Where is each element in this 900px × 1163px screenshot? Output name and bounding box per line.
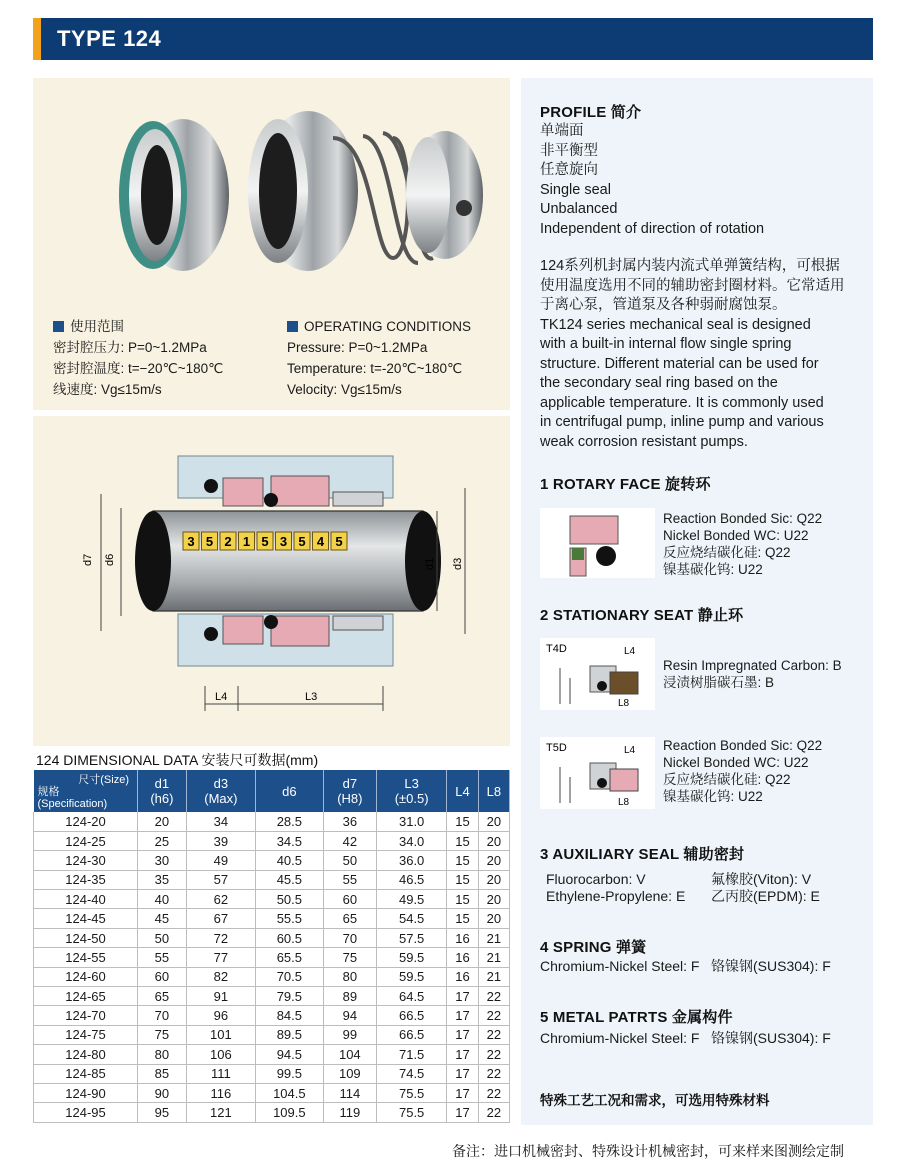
value-cell: 57 bbox=[186, 870, 255, 889]
value-cell: 60 bbox=[323, 890, 376, 909]
value-cell: 21 bbox=[478, 967, 509, 986]
value-cell: 17 bbox=[447, 1064, 478, 1083]
conditions-en-line: Pressure: P=0~1.2MPa bbox=[287, 340, 428, 355]
value-cell: 15 bbox=[447, 812, 478, 831]
column-header: d3 (Max) bbox=[186, 770, 255, 812]
table-row bbox=[34, 967, 510, 986]
table-row bbox=[34, 812, 510, 831]
value-cell: 34.0 bbox=[376, 831, 447, 850]
value-cell: 45 bbox=[138, 909, 187, 928]
value-cell: 106 bbox=[186, 1045, 255, 1064]
part-number-label: 5 bbox=[335, 534, 343, 549]
value-cell: 15 bbox=[447, 831, 478, 850]
page-title: TYPE 124 bbox=[57, 26, 162, 51]
column-header: d7 (H8) bbox=[323, 770, 376, 812]
value-cell: 49 bbox=[186, 851, 255, 870]
spec-cell: 124-30 bbox=[34, 851, 138, 870]
value-cell: 75 bbox=[138, 1025, 187, 1044]
table-row bbox=[34, 1103, 510, 1122]
conditions-cn-line: 线速度: Vg≤15m/s bbox=[53, 382, 162, 397]
dim-d3-label: d3 bbox=[452, 557, 464, 570]
value-cell: 59.5 bbox=[376, 967, 447, 986]
value-cell: 34 bbox=[186, 812, 255, 831]
t5d-l8-label: L8 bbox=[618, 797, 630, 808]
table-row bbox=[34, 987, 510, 1006]
value-cell: 30 bbox=[138, 851, 187, 870]
bullet-square-icon bbox=[53, 321, 64, 332]
material-line: 氟橡胶(Viton): V bbox=[711, 871, 812, 887]
material-line: 反应烧结碳化硅: Q22 bbox=[663, 772, 791, 787]
value-cell: 109 bbox=[323, 1064, 376, 1083]
value-cell: 65.5 bbox=[255, 948, 323, 967]
value-cell: 28.5 bbox=[255, 812, 323, 831]
value-cell: 22 bbox=[478, 1083, 509, 1102]
column-header: d6 bbox=[255, 770, 323, 812]
t5d-label: T5D bbox=[546, 742, 567, 754]
value-cell: 75 bbox=[323, 948, 376, 967]
spec-cell: 124-45 bbox=[34, 909, 138, 928]
part-number-label: 3 bbox=[187, 534, 195, 549]
spec-cell: 124-80 bbox=[34, 1045, 138, 1064]
material-line: Fluorocarbon: V bbox=[546, 871, 646, 887]
value-cell: 101 bbox=[186, 1025, 255, 1044]
t4d-materials bbox=[663, 657, 842, 691]
description-line: TK124 series mechanical seal is designed bbox=[540, 316, 811, 333]
material-line: 乙丙胶(EPDM): E bbox=[711, 888, 820, 904]
conditions-en bbox=[287, 316, 471, 400]
part-number-label: 5 bbox=[205, 534, 214, 549]
conditions-en-line: Temperature: t=-20℃~180℃ bbox=[287, 361, 463, 376]
footnote: 备注：进口机械密封、特殊设计机械密封，可来样来图测绘定制 bbox=[452, 1143, 844, 1159]
value-cell: 40.5 bbox=[255, 851, 323, 870]
value-cell: 91 bbox=[186, 987, 255, 1006]
value-cell: 20 bbox=[138, 812, 187, 831]
table-row bbox=[34, 851, 510, 870]
value-cell: 50 bbox=[138, 928, 187, 947]
cross-section-panel bbox=[33, 416, 510, 746]
profile-description bbox=[540, 257, 845, 452]
value-cell: 16 bbox=[447, 928, 478, 947]
value-cell: 17 bbox=[447, 1045, 478, 1064]
value-cell: 114 bbox=[323, 1083, 376, 1102]
spec-cell: 124-65 bbox=[34, 987, 138, 1006]
value-cell: 77 bbox=[186, 948, 255, 967]
value-cell: 17 bbox=[447, 1025, 478, 1044]
metal-parts-title: 5 METAL PATRTS 金属构件 bbox=[540, 1009, 733, 1026]
value-cell: 65 bbox=[323, 909, 376, 928]
spec-header bbox=[34, 770, 138, 812]
value-cell: 25 bbox=[138, 831, 187, 850]
value-cell: 62 bbox=[186, 890, 255, 909]
material-line: 反应烧结碳化硅: Q22 bbox=[663, 545, 791, 560]
value-cell: 96 bbox=[186, 1006, 255, 1025]
dim-d1-label: d1 bbox=[424, 557, 436, 570]
value-cell: 55 bbox=[138, 948, 187, 967]
part-number-label: 3 bbox=[279, 534, 288, 549]
table-row bbox=[34, 1025, 510, 1044]
value-cell: 94.5 bbox=[255, 1045, 323, 1064]
profile-line: 任意旋向 bbox=[540, 162, 598, 178]
value-cell: 16 bbox=[447, 967, 478, 986]
value-cell: 50 bbox=[323, 851, 376, 870]
value-cell: 111 bbox=[186, 1064, 255, 1083]
description-line: 使用温度选用不同的辅助密封圈材料。它常适用 bbox=[540, 277, 845, 294]
spec-cell: 124-40 bbox=[34, 890, 138, 909]
column-header: d1 (h6) bbox=[138, 770, 187, 812]
part-number-label: 4 bbox=[316, 534, 325, 549]
special-materials-note: 特殊工艺工况和需求，可选用特殊材料 bbox=[540, 1093, 770, 1108]
value-cell: 72 bbox=[186, 928, 255, 947]
value-cell: 15 bbox=[447, 870, 478, 889]
table-row bbox=[34, 890, 510, 909]
table-row bbox=[34, 1064, 510, 1083]
value-cell: 66.5 bbox=[376, 1025, 447, 1044]
set-screw bbox=[456, 200, 472, 216]
seat-bore bbox=[141, 145, 173, 245]
dim-d7-label: d7 bbox=[82, 553, 94, 566]
header-accent-bar bbox=[33, 18, 41, 60]
rotary-face-materials bbox=[663, 510, 822, 578]
material-line: Nickel Bonded WC: U22 bbox=[663, 528, 809, 543]
spring-title: 4 SPRING 弹簧 bbox=[540, 939, 647, 956]
t5d-l4-label: L4 bbox=[624, 745, 636, 756]
value-cell: 54.5 bbox=[376, 909, 447, 928]
dim-l3-label: L3 bbox=[305, 691, 318, 703]
page-header bbox=[33, 18, 873, 60]
description-line: applicable temperature. It is commonly used bbox=[540, 394, 824, 411]
material-line: 浸渍树脂碳石墨: B bbox=[663, 675, 775, 690]
value-cell: 119 bbox=[323, 1103, 376, 1122]
value-cell: 22 bbox=[478, 1045, 509, 1064]
material-line: 镍基碳化钨: U22 bbox=[663, 789, 763, 804]
part-number-label: 5 bbox=[298, 534, 306, 549]
material-line: 镍基碳化钨: U22 bbox=[663, 562, 763, 577]
value-cell: 16 bbox=[447, 948, 478, 967]
value-cell: 15 bbox=[447, 890, 478, 909]
value-cell: 95 bbox=[138, 1103, 187, 1122]
t4d-label: T4D bbox=[546, 643, 567, 655]
value-cell: 17 bbox=[447, 987, 478, 1006]
table-row bbox=[34, 1083, 510, 1102]
product-photo-panel bbox=[33, 78, 510, 410]
value-cell: 90 bbox=[138, 1083, 187, 1102]
value-cell: 75.5 bbox=[376, 1103, 447, 1122]
value-cell: 34.5 bbox=[255, 831, 323, 850]
value-cell: 85 bbox=[138, 1064, 187, 1083]
column-header: L3 (±0.5) bbox=[376, 770, 447, 812]
value-cell: 89 bbox=[323, 987, 376, 1006]
auxiliary-seal-cn bbox=[711, 871, 820, 905]
material-line: Ethylene-Propylene: E bbox=[546, 888, 686, 904]
t5d-diagram bbox=[540, 737, 655, 809]
t4d-l4-label: L4 bbox=[624, 646, 636, 657]
value-cell: 22 bbox=[478, 1064, 509, 1083]
value-cell: 31.0 bbox=[376, 812, 447, 831]
value-cell: 36 bbox=[323, 812, 376, 831]
spring-material-en: Chromium-Nickel Steel: F bbox=[540, 958, 700, 974]
value-cell: 22 bbox=[478, 987, 509, 1006]
value-cell: 20 bbox=[478, 909, 509, 928]
value-cell: 84.5 bbox=[255, 1006, 323, 1025]
metal-parts-material-cn: 铬镍钢(SUS304): F bbox=[711, 1030, 831, 1046]
value-cell: 20 bbox=[478, 812, 509, 831]
material-line: Reaction Bonded Sic: Q22 bbox=[663, 511, 823, 526]
table-row bbox=[34, 831, 510, 850]
table-row bbox=[34, 1006, 510, 1025]
spec-cell: 124-75 bbox=[34, 1025, 138, 1044]
rotary-bore bbox=[259, 133, 297, 249]
size-header-label: 尺寸(Size) bbox=[78, 774, 129, 786]
profile-line: Single seal bbox=[540, 181, 611, 198]
value-cell: 121 bbox=[186, 1103, 255, 1122]
value-cell: 20 bbox=[478, 870, 509, 889]
value-cell: 109.5 bbox=[255, 1103, 323, 1122]
description-line: in centrifugal pump, inline pump and various bbox=[540, 414, 824, 430]
spec-cell: 124-35 bbox=[34, 870, 138, 889]
value-cell: 79.5 bbox=[255, 987, 323, 1006]
description-line: 于离心泵，管道泵及各种弱耐腐蚀泵。 bbox=[540, 297, 787, 313]
description-line: 124系列机封属内装内流式单弹簧结构，可根据 bbox=[540, 258, 840, 274]
value-cell: 17 bbox=[447, 1083, 478, 1102]
table-row bbox=[34, 928, 510, 947]
value-cell: 80 bbox=[323, 967, 376, 986]
conditions-cn-title: 使用范围 bbox=[70, 319, 124, 334]
t5d-materials bbox=[663, 737, 822, 805]
value-cell: 70.5 bbox=[255, 967, 323, 986]
description-line: structure. Different material can be used for bbox=[540, 355, 819, 372]
value-cell: 49.5 bbox=[376, 890, 447, 909]
value-cell: 71.5 bbox=[376, 1045, 447, 1064]
value-cell: 45.5 bbox=[255, 870, 323, 889]
material-line: Resin Impregnated Carbon: B bbox=[663, 658, 842, 673]
profile-line: 非平衡型 bbox=[540, 142, 598, 159]
t4d-diagram bbox=[540, 638, 655, 710]
value-cell: 99.5 bbox=[255, 1064, 323, 1083]
value-cell: 66.5 bbox=[376, 1006, 447, 1025]
value-cell: 60.5 bbox=[255, 928, 323, 947]
value-cell: 57.5 bbox=[376, 928, 447, 947]
value-cell: 55 bbox=[323, 870, 376, 889]
value-cell: 40 bbox=[138, 890, 187, 909]
part-number-label: 2 bbox=[224, 534, 232, 549]
t4d-l8-label: L8 bbox=[618, 698, 630, 709]
value-cell: 46.5 bbox=[376, 870, 447, 889]
value-cell: 20 bbox=[478, 851, 509, 870]
table-row bbox=[34, 1045, 510, 1064]
material-line: Nickel Bonded WC: U22 bbox=[663, 755, 809, 770]
spec-cell: 124-55 bbox=[34, 948, 138, 967]
value-cell: 36.0 bbox=[376, 851, 447, 870]
spec-cell: 124-50 bbox=[34, 928, 138, 947]
value-cell: 55.5 bbox=[255, 909, 323, 928]
bullet-square-icon bbox=[287, 321, 298, 332]
value-cell: 21 bbox=[478, 928, 509, 947]
spec-cell: 124-60 bbox=[34, 967, 138, 986]
value-cell: 104.5 bbox=[255, 1083, 323, 1102]
auxiliary-seal-en bbox=[546, 871, 685, 905]
profile-line: Unbalanced bbox=[540, 201, 618, 217]
spec-cell: 124-90 bbox=[34, 1083, 138, 1102]
conditions-en-line: Velocity: Vg≤15m/s bbox=[287, 382, 402, 397]
cross-section-drawing bbox=[33, 416, 510, 746]
conditions-cn-line: 密封腔压力: P=0~1.2MPa bbox=[53, 340, 207, 355]
part-number-label: 1 bbox=[242, 534, 251, 549]
value-cell: 67 bbox=[186, 909, 255, 928]
column-header: L8 bbox=[478, 770, 509, 812]
value-cell: 15 bbox=[447, 851, 478, 870]
value-cell: 94 bbox=[323, 1006, 376, 1025]
table-row bbox=[34, 909, 510, 928]
auxiliary-seal-title: 3 AUXILIARY SEAL 辅助密封 bbox=[540, 846, 745, 863]
value-cell: 60 bbox=[138, 967, 187, 986]
value-cell: 20 bbox=[478, 831, 509, 850]
product-photo bbox=[33, 78, 510, 308]
rotary-face-diagram bbox=[540, 508, 655, 578]
value-cell: 116 bbox=[186, 1083, 255, 1102]
value-cell: 22 bbox=[478, 1025, 509, 1044]
profile-title: PROFILE 简介 bbox=[540, 104, 642, 121]
value-cell: 20 bbox=[478, 890, 509, 909]
material-line: Reaction Bonded Sic: Q22 bbox=[663, 738, 823, 753]
value-cell: 22 bbox=[478, 1006, 509, 1025]
dim-d6-label: d6 bbox=[104, 553, 116, 566]
conditions-en-title: OPERATING CONDITIONS bbox=[304, 319, 472, 334]
value-cell: 22 bbox=[478, 1103, 509, 1122]
table-row bbox=[34, 948, 510, 967]
value-cell: 104 bbox=[323, 1045, 376, 1064]
dim-l4-label: L4 bbox=[215, 691, 228, 703]
description-line: the secondary seal ring based on the bbox=[540, 375, 778, 391]
rotary-face-title: 1 ROTARY FACE 旋转环 bbox=[540, 476, 711, 493]
value-cell: 70 bbox=[323, 928, 376, 947]
conditions-cn bbox=[53, 316, 223, 400]
spec-cell: 124-95 bbox=[34, 1103, 138, 1122]
value-cell: 89.5 bbox=[255, 1025, 323, 1044]
description-line: weak corrosion resistant pumps. bbox=[540, 433, 748, 450]
metal-parts-material-en: Chromium-Nickel Steel: F bbox=[540, 1030, 700, 1046]
profile-list bbox=[540, 122, 764, 239]
conditions-cn-line: 密封腔温度: t=−20℃~180℃ bbox=[53, 361, 224, 376]
spec-cell: 124-25 bbox=[34, 831, 138, 850]
value-cell: 21 bbox=[478, 948, 509, 967]
value-cell: 99 bbox=[323, 1025, 376, 1044]
value-cell: 50.5 bbox=[255, 890, 323, 909]
table-caption: 124 DIMENSIONAL DATA 安装尺可数据(mm) bbox=[36, 752, 319, 768]
value-cell: 74.5 bbox=[376, 1064, 447, 1083]
value-cell: 64.5 bbox=[376, 987, 447, 1006]
value-cell: 59.5 bbox=[376, 948, 447, 967]
part-number-label: 5 bbox=[261, 534, 269, 549]
value-cell: 70 bbox=[138, 1006, 187, 1025]
stationary-seat-title: 2 STATIONARY SEAT 静止环 bbox=[540, 607, 744, 624]
value-cell: 15 bbox=[447, 909, 478, 928]
table-row bbox=[34, 870, 510, 889]
profile-line: 单端面 bbox=[540, 123, 584, 139]
spec-cell: 124-20 bbox=[34, 812, 138, 831]
profile-line: Independent of direction of rotation bbox=[540, 220, 765, 237]
spring-material-cn: 铬镍钢(SUS304): F bbox=[711, 958, 831, 974]
description-line: with a built-in internal flow single spring bbox=[540, 336, 792, 352]
spec-cell: 124-70 bbox=[34, 1006, 138, 1025]
value-cell: 75.5 bbox=[376, 1083, 447, 1102]
value-cell: 82 bbox=[186, 967, 255, 986]
spec-header-label: 规格 (Specification) bbox=[37, 786, 108, 810]
value-cell: 80 bbox=[138, 1045, 187, 1064]
value-cell: 65 bbox=[138, 987, 187, 1006]
spec-cell: 124-85 bbox=[34, 1064, 138, 1083]
dimension-table bbox=[33, 770, 510, 1123]
value-cell: 35 bbox=[138, 870, 187, 889]
value-cell: 17 bbox=[447, 1103, 478, 1122]
column-header: L4 bbox=[447, 770, 478, 812]
value-cell: 39 bbox=[186, 831, 255, 850]
value-cell: 42 bbox=[323, 831, 376, 850]
value-cell: 17 bbox=[447, 1006, 478, 1025]
